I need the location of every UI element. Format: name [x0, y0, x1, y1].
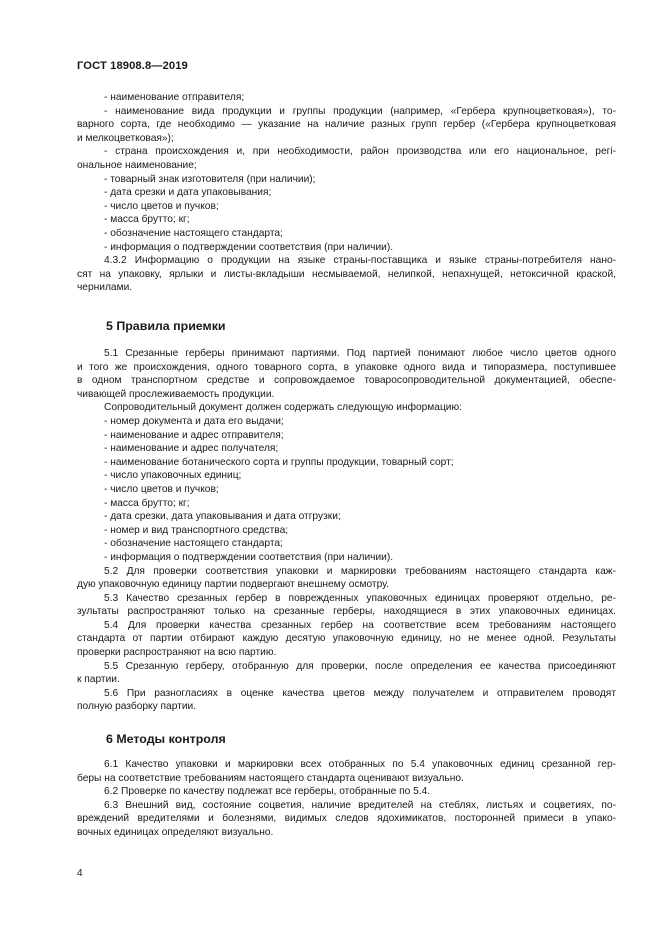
text-line: - номер и вид транспортного средства; — [104, 524, 289, 536]
text-line: - информация о подтверждении соответствия (при наличии). — [104, 241, 394, 253]
text-line: и мелкоцветковая»); — [77, 132, 174, 144]
text-line: - наименование вида продукции и группы продукции (например, «Гербера крупноцветковая»), то- — [104, 105, 616, 117]
text-line: дую упаковочную единицу партии подвергают внешнему осмотру. — [77, 579, 390, 591]
text-line: к партии. — [77, 674, 120, 686]
text-line: - число упаковочных единиц; — [104, 470, 242, 482]
section-5-body — [77, 347, 616, 714]
text-line: 5.6 При разногласиях в оценке качества цветов между получателем и отправителем проводят — [104, 687, 616, 699]
text-line: - обозначение настоящего стандарта; — [104, 538, 283, 550]
section-4-continuation — [77, 91, 616, 295]
text-line: - наименование и адрес отправителя; — [104, 429, 284, 441]
text-line: - номер документа и дата его выдачи; — [104, 415, 284, 427]
text-line: - число цветов и пучков; — [104, 200, 219, 212]
text-line: 6.1 Качество упаковки и маркировки всех отобранных по 5.4 упаковочных единиц срезанной гер- — [104, 759, 616, 770]
text-line: полную разборку партии. — [77, 701, 197, 713]
text-line: 5.3 Качество срезанных гербер в поврежденных упаковочных единицах проверяют отдельно, ре- — [104, 592, 616, 604]
text-line: 4.3.2 Информацию о продукции на языке страны-поставщика и языке страны-потребителя нано- — [104, 255, 616, 267]
text-line: - товарный знак изготовителя (при наличии); — [104, 173, 316, 185]
text-line: чивающей прослеживаемость продукции. — [77, 388, 275, 400]
text-line: чернилами. — [77, 282, 133, 294]
text-line: - информация о подтверждении соответствия (при наличии). — [104, 551, 394, 563]
text-line: стандарта от партии отбирают каждую десятую упаковочную единицу, но не менее одной. Результаты — [77, 633, 616, 645]
text-line: - дата срезки и дата упаковывания; — [104, 187, 272, 199]
text-line: 6.3 Внешний вид, состояние соцветия, наличие вредителей на стеблях, листьях и соцветиях, по- — [104, 799, 616, 811]
section-5-heading: 5 Правила приемки — [106, 319, 226, 333]
text-line: проверки распространяют на всю партию. — [77, 647, 277, 659]
text-line: - наименование и адрес получателя; — [104, 443, 279, 455]
text-line: 5.4 Для проверки качества срезанных гербер на соответствие всем требованиям настоящего — [104, 619, 616, 631]
page-number: 4 — [77, 868, 83, 879]
text-line: 5.2 Для проверки соответствия упаковки и маркировки требованиям настоящего стандарта каж- — [104, 565, 616, 577]
document-header: ГОСТ 18908.8—2019 — [77, 60, 188, 72]
text-line: и того же происхождения, одного товарного сорта, в упаковке одного вида и типоразмера, поступившее — [77, 361, 616, 373]
text-line: варного сорта, где необходимо — указание на наличие разных групп гербер («Гербера крупноцветковая — [77, 119, 616, 131]
text-line: - обозначение настоящего стандарта; — [104, 227, 283, 239]
text-line: - масса брутто; кг; — [104, 214, 190, 226]
text-line: вочных единицах определяют визуально. — [77, 826, 274, 838]
text-line: в одном транспортном средстве и сопровождаемое товаросопроводительной документацией, обеспе- — [77, 375, 616, 387]
text-line: 6.2 Проверке по качеству подлежат все герберы, отобранные по 5.4. — [104, 786, 431, 798]
text-line: ональное наименование; — [77, 159, 197, 171]
text-line: - страна происхождения и, при необходимости, район производства или его национальное, регі- — [104, 146, 616, 158]
text-line: вреждений вредителями и болезнями, видимых следов ядохимикатов, посторонней примеси в упако- — [77, 813, 616, 825]
text-line: - наименование отправителя; — [104, 92, 245, 103]
section-6-heading: 6 Методы контроля — [106, 732, 226, 746]
section-6-body — [77, 758, 616, 840]
text-line: Сопроводительный документ должен содержать следующую информацию: — [104, 402, 462, 414]
text-line: - наименование ботанического сорта и группы продукции, товарный сорт; — [104, 456, 454, 468]
text-line: - дата срезки, дата упаковывания и дата отгрузки; — [104, 511, 341, 523]
text-line: 5.5 Срезанную герберу, отобранную для проверки, после определения ее качества присоединяют — [104, 660, 616, 672]
text-line: зультаты распространяют только на срезанные герберы, находящиеся в этих упаковочных единицах. — [77, 606, 616, 618]
text-line: - масса брутто; кг; — [104, 497, 190, 509]
text-line: - число цветов и пучков; — [104, 483, 219, 495]
text-line: беры на соответствие требованиям настоящего стандарта оценивают визуально. — [77, 772, 464, 784]
text-line: 5.1 Срезанные герберы принимают партиями. Под партией понимают любое число цветов одного — [104, 348, 616, 359]
text-line: сят на упаковку, ярлыки и листы-вкладыши несмываемой, нелипкой, непахнущей, нетоксичной краской, — [77, 268, 616, 280]
